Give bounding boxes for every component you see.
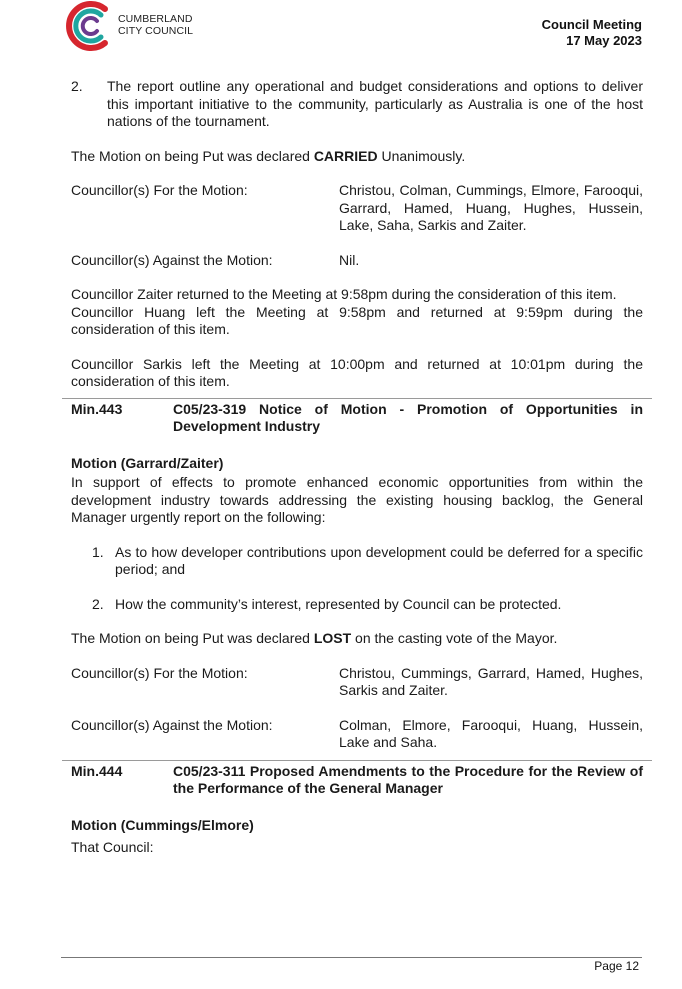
vote-for-names: Christou, Colman, Cummings, Elmore, Farooqui, Garrard, Hamed, Huang, Hughes, Hussein, Lake, Saha, Sarkis and Zaiter.: [339, 182, 643, 233]
attendance-note-line: Councillor Zaiter returned to the Meeting at 9:58pm during the consideration of this item.: [71, 286, 617, 302]
vote-for-label: Councillor(s) For the Motion:: [71, 664, 248, 681]
vote-against-names: Nil.: [339, 251, 360, 268]
minute-heading: [62, 760, 652, 798]
motion-result: [71, 148, 643, 166]
list-item-number: 1.: [92, 543, 104, 560]
result-prefix: The Motion on being Put was declared: [71, 630, 314, 646]
minute-number: Min.444: [71, 762, 123, 779]
list-item-number: 2.: [92, 595, 104, 612]
motion-movers: Motion (Garrard/Zaiter): [71, 454, 224, 471]
paragraph-number: 2.: [71, 78, 83, 94]
paragraph-text: The report outline any operational and budget considerations and options to deliver this important initiative to the community, particularly as Australia is one of the host nations of the tournament.: [107, 78, 643, 129]
minute-title: C05/23-319 Notice of Motion - Promotion of Opportunities in Development Industry: [173, 400, 643, 434]
vote-against-names: Colman, Elmore, Farooqui, Huang, Hussein, Lake and Saha.: [339, 716, 643, 750]
vote-against-row: [71, 252, 643, 270]
motion-text: That Council:: [71, 839, 154, 855]
motion-movers: Motion (Cummings/Elmore): [71, 816, 254, 833]
council-name: [118, 14, 193, 37]
vote-for-row: [71, 182, 643, 235]
list-item-text: As to how developer contributions upon development could be deferred for a specific period; and: [115, 543, 643, 577]
vote-against-label: Councillor(s) Against the Motion:: [71, 716, 273, 733]
list-item: [71, 544, 643, 579]
page-number: Page 12: [594, 959, 639, 973]
result-status: LOST: [313, 630, 352, 646]
vote-against-row: [71, 717, 643, 752]
result-prefix: The Motion on being Put was declared: [71, 147, 314, 164]
motion-items: [71, 544, 643, 614]
vote-for-label: Councillor(s) For the Motion:: [71, 182, 248, 198]
vote-against-label: Councillor(s) Against the Motion:: [71, 251, 273, 268]
council-name-line2: CITY COUNCIL: [118, 24, 194, 37]
list-item-text: How the community’s interest, represented by Council can be protected.: [115, 595, 562, 612]
minute-heading: [62, 398, 652, 436]
motion-result: [71, 630, 643, 648]
footer-divider: [61, 957, 642, 958]
vote-for-names: Christou, Cummings, Garrard, Hamed, Hughes, Sarkis and Zaiter.: [339, 664, 643, 698]
list-item: [71, 596, 643, 614]
result-suffix: Unanimously.: [377, 147, 466, 164]
attendance-note: Councillor Sarkis left the Meeting at 10:00pm and returned at 10:01pm during the consideration of this item.: [71, 355, 643, 389]
minutes-body: [71, 78, 643, 857]
council-logo-icon: [64, 0, 116, 52]
result-suffix: on the casting vote of the Mayor.: [351, 630, 558, 646]
minute-number: Min.443: [71, 400, 123, 417]
meeting-date: 17 May 2023: [566, 32, 642, 48]
council-name-line1: CUMBERLAND: [118, 13, 193, 25]
minute-title: C05/23-311 Proposed Amendments to the Procedure for the Review of the Performance of the General Manager: [173, 762, 643, 796]
vote-for-row: [71, 665, 643, 700]
attendance-note-line: Councillor Huang left the Meeting at 9:58pm and returned at 9:59pm during the consideration of this item.: [71, 303, 643, 337]
meeting-title: Council Meeting: [541, 17, 642, 32]
meeting-header: [542, 17, 642, 48]
attendance-note: [71, 286, 643, 339]
motion-text: In support of effects to promote enhanced economic opportunities from within the development industry towards addressing the existing housing backlog, the General Manager urgently report on the following:: [71, 474, 643, 525]
result-status: CARRIED: [313, 147, 378, 164]
numbered-paragraph: [71, 78, 643, 131]
